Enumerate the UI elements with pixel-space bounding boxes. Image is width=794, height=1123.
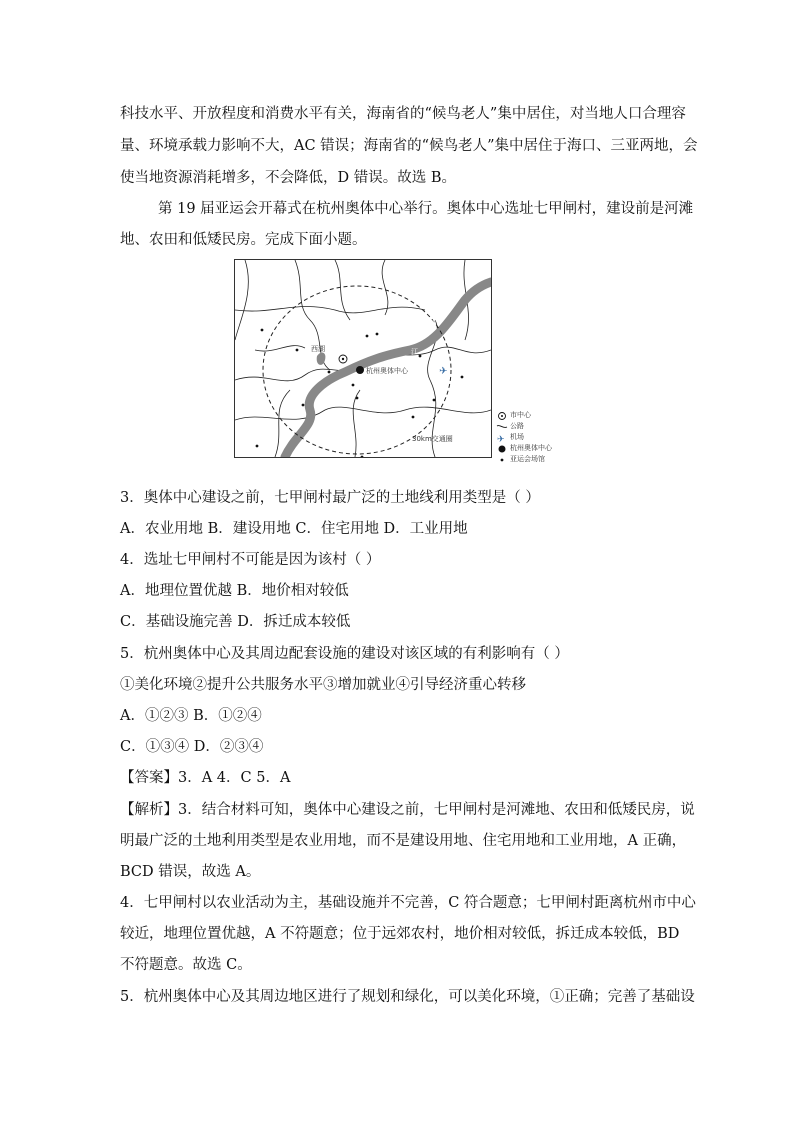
question-statement: ①美化环境②提升公共服务水平③增加就业④引导经济重心转移 (120, 677, 526, 693)
road (235, 306, 425, 312)
sports-center-icon (496, 444, 508, 454)
legend-item: 公路 (496, 421, 586, 432)
passage-line: 地、农田和低矮民房。完成下面小题。 (120, 232, 367, 248)
svg-text:✈: ✈ (439, 366, 448, 377)
analysis-line: 【解析】3．结合材料可知，奥体中心建设之前，七甲闸村是河滩地、农田和低矮民房，说 (120, 802, 695, 818)
analysis-line: 不符题意。故选 C。 (120, 957, 252, 973)
svg-text:✈: ✈ (497, 434, 505, 443)
ring-label: 30km交通圈 (412, 435, 453, 443)
question-options: A．地理位置优越 B．地价相对较低 (120, 583, 349, 599)
airport-icon (496, 433, 508, 443)
legend-item: 市中心 (496, 410, 586, 421)
analysis-line: 较近，地理位置优越，A 不符题意；位于远郊农村，地价相对较低，拆迁成本较低，BD (120, 926, 680, 942)
venue-dot-icon (496, 455, 508, 465)
analysis-line: 明最广泛的土地利用类型是农业用地，而不是建设用地、住宅用地和工业用地，A 正确， (120, 833, 687, 849)
map-figure (234, 259, 492, 458)
map-legend (496, 410, 586, 465)
legend-item: 杭州奥体中心 (496, 443, 586, 454)
intro-line: 科技水平、开放程度和消费水平有关，海南省的“候鸟老人”集中居住，对当地人口合理容 (120, 106, 686, 122)
question-options: A．农业用地 B．建设用地 C．住宅用地 D．工业用地 (120, 521, 468, 537)
analysis-line: 5．杭州奥体中心及其周边地区进行了规划和绿化，可以美化环境，①正确；完善了基础设 (120, 989, 695, 1005)
road (235, 260, 248, 340)
river-label: 塘 (429, 319, 436, 327)
analysis-line: BCD 错误，故选 A。 (120, 864, 261, 880)
center-label: 杭州奥体中心 (366, 367, 408, 375)
question-options: C．基础设施完善 D．拆迁成本较低 (120, 614, 351, 630)
river-label: 江 (411, 348, 418, 356)
city-center-icon (496, 411, 508, 421)
question-options: A．①②③ B．①②④ (120, 708, 262, 724)
west-lake-label: 西湖 (311, 345, 325, 353)
question-stem: 3．奥体中心建设之前，七甲闸村最广泛的土地线利用类型是（ ） (120, 490, 540, 506)
road (382, 260, 388, 315)
answer-line: 【答案】3．A 4．C 5．A (120, 770, 291, 786)
road (353, 390, 360, 457)
road-icon (496, 422, 508, 432)
intro-line: 量、环境承载力影响不大，AC 错误；海南省的“候鸟老人”集中居住于海口、三亚两地，会 (120, 138, 698, 154)
intro-line: 使当地资源消耗增多，不会降低，D 错误。故选 B。 (120, 170, 456, 186)
question-stem: 4．选址七甲闸村不可能是因为该村（ ） (120, 552, 381, 568)
passage-line: 第 19 届亚运会开幕式在杭州奥体中心举行。奥体中心选址七甲闸村，建设前是河滩 (158, 201, 694, 217)
analysis-line: 4．七甲闸村以农业活动为主，基础设施并不完善，C 符合题意；七甲闸村距离杭州市中心 (120, 895, 696, 911)
river-label: 钱 (451, 291, 458, 299)
question-stem: 5．杭州奥体中心及其周边配套设施的建设对该区域的有利影响有（ ） (120, 646, 569, 662)
legend-item: 亚运会场馆 (496, 454, 586, 465)
question-options: C．①③④ D．②③④ (120, 739, 264, 755)
legend-item: ✈ 机场 (497, 433, 524, 443)
